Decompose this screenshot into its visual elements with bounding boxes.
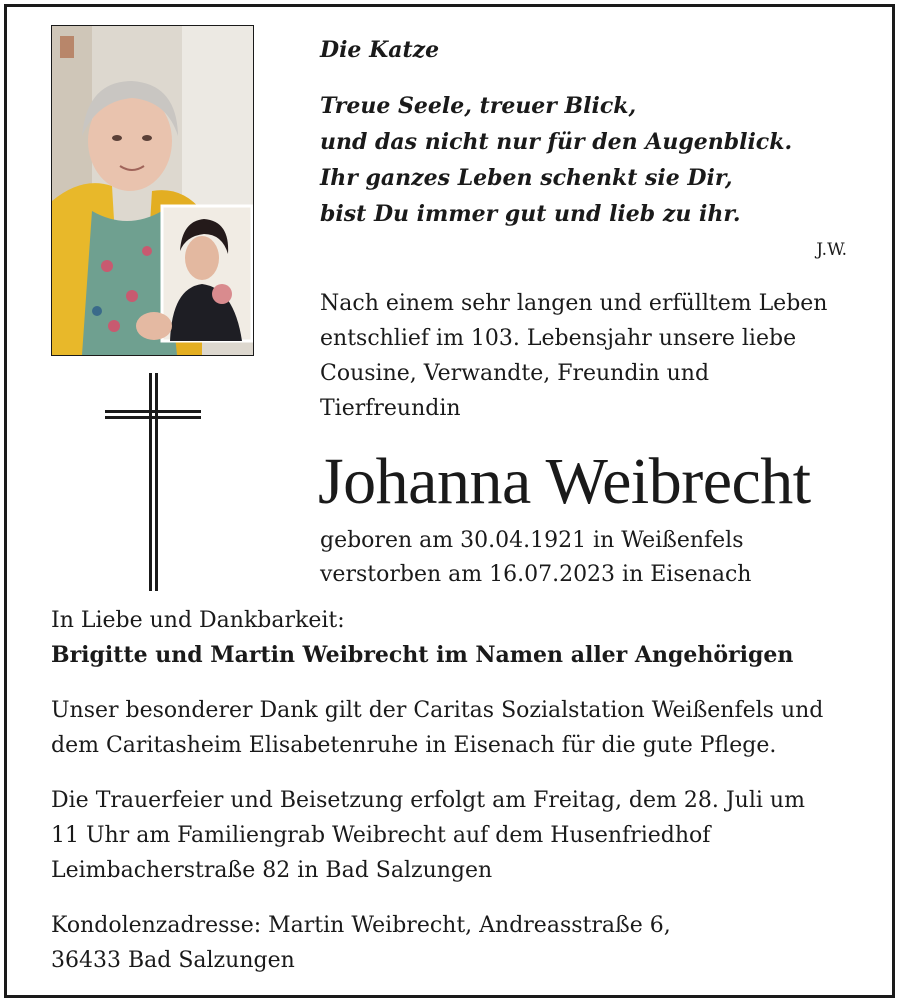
portrait-photo [51,25,254,356]
poem-line: bist Du immer gut und lieb zu ihr. [320,201,741,227]
thanks-text [51,693,871,763]
portrait-illustration [52,26,253,355]
life-dates [320,524,751,592]
cross-icon [103,373,203,593]
poem-line: Treue Seele, treuer Blick, [320,93,637,119]
mourners [51,603,871,673]
condolence-line: Kondolenzadresse: Martin Weibrecht, Andreasstraße 6, [51,913,671,938]
poem-author: J.W. [816,240,847,260]
intro-line: Tierfreundin [320,396,461,421]
funeral-line: 11 Uhr am Familiengrab Weibrecht auf dem Husenfriedhof [51,823,711,848]
intro-line: Cousine, Verwandte, Freundin und [320,361,710,386]
poem-title: Die Katze [320,37,440,63]
intro-line: Nach einem sehr langen und erfülltem Leben [320,291,828,316]
funeral-line: Leimbacherstraße 82 in Bad Salzungen [51,858,493,883]
mourners-intro: In Liebe und Dankbarkeit: [51,608,345,633]
intro-text [320,286,860,426]
mourners-names: Brigitte und Martin Weibrecht im Namen aller Angehörigen [51,642,794,668]
poem-line: Ihr ganzes Leben schenkt sie Dir, [320,165,733,191]
funeral-line: Die Trauerfeier und Beisetzung erfolgt am Freitag, dem 28. Juli um [51,788,805,813]
condolence-address [51,908,871,978]
thanks-line: Unser besonderer Dank gilt der Caritas Sozialstation Weißenfels und [51,698,824,723]
poem [320,88,792,232]
intro-line: entschlief im 103. Lebensjahr unsere liebe [320,326,797,351]
poem-line: und das nicht nur für den Augenblick. [320,129,793,155]
funeral-info [51,783,871,888]
condolence-line: 36433 Bad Salzungen [51,948,295,973]
deceased-name: Johanna Weibrecht [318,445,811,518]
death-date: verstorben am 16.07.2023 in Eisenach [320,562,752,587]
birth-date: geboren am 30.04.1921 in Weißenfels [320,528,744,553]
thanks-line: dem Caritasheim Elisabetenruhe in Eisenach für die gute Pflege. [51,733,777,758]
